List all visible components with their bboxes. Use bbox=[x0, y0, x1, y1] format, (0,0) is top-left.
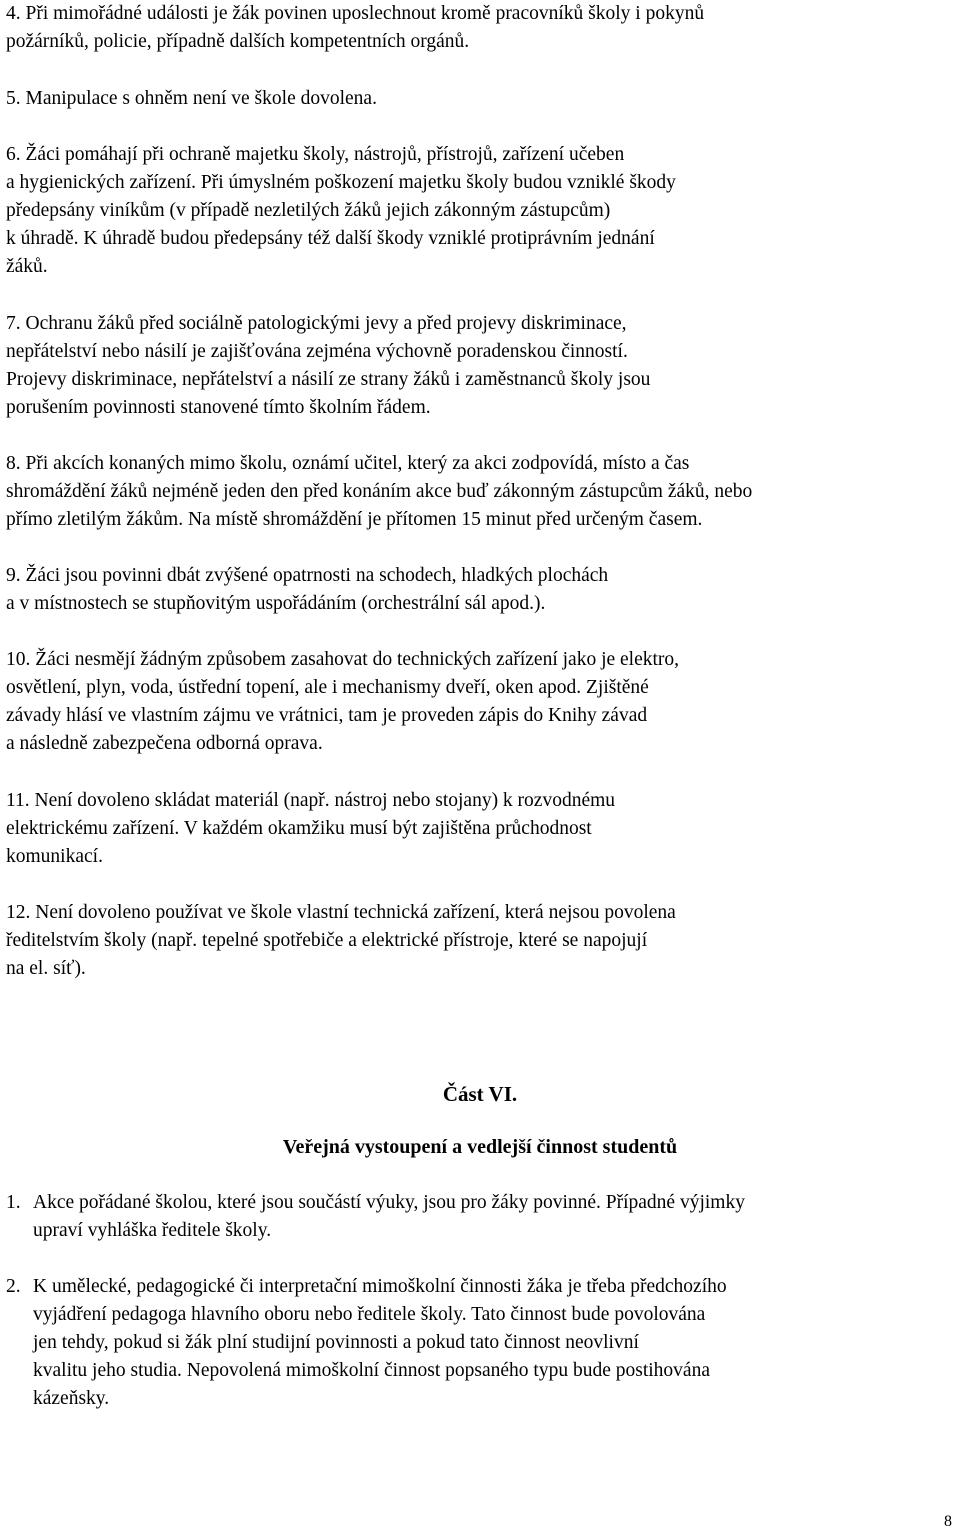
rule-paragraph-7: 7. Ochranu žáků před sociálně patologickými jevy a před projevy diskriminace, nepřátelství nebo násilí je zajišťována zejména výchovně poradenskou činností. Projevy diskriminace, nepřátelství a násilí ze strany žáků i zaměstnanců školy jsou porušením povinnosti stanovené tímto školním řádem. bbox=[6, 313, 651, 418]
list-item-number: 1. bbox=[6, 1192, 21, 1213]
rule-paragraph-12: 12. Není dovoleno používat ve škole vlastní technická zařízení, která nejsou povolena ředitelstvím školy (např. tepelné spotřebiče a elektrické přístroje, které se napojují na el. síť). bbox=[6, 902, 676, 979]
list-item-text: K umělecké, pedagogické či interpretační mimoškolní činnosti žáka je třeba předchozího vyjádření pedagoga hlavního oboru nebo ředitele školy. Tato činnost bude povolována jen tehdy, pokud si žák plní studijní povinnosti a pokud tato činnost neovlivní kvalitu jeho studia. Nepovolená mimoškolní činnost popsaného typu bude postihována kázeňsky. bbox=[33, 1276, 727, 1409]
rule-paragraph-11: 11. Není dovoleno skládat materiál (např. nástroj nebo stojany) k rozvodnému elektrickému zařízení. V každém okamžiku musí být zajištěna průchodnost komunikací. bbox=[6, 790, 616, 867]
section-title: Část VI. bbox=[442, 1082, 518, 1106]
page-number: 8 bbox=[944, 1513, 952, 1530]
rule-paragraph-5: 5. Manipulace s ohněm není ve škole dovolena. bbox=[6, 88, 377, 109]
rule-paragraph-6: 6. Žáci pomáhají při ochraně majetku školy, nástrojů, přístrojů, zařízení učeben a hygienických zařízení. Při úmyslném poškození majetku školy budou vzniklé škody předepsány viníkům (v případě nezletilých žáků jejich zákonným zástupcům) k úhradě. K úhradě budou předepsány též další škody vzniklé protiprávním jednání žáků. bbox=[6, 144, 676, 277]
list-item-text: Akce pořádané školou, které jsou součástí výuky, jsou pro žáky povinné. Případné výjimky upraví vyhláška ředitele školy. bbox=[33, 1192, 745, 1241]
list-item-number: 2. bbox=[6, 1276, 21, 1297]
rule-paragraph-9: 9. Žáci jsou povinni dbát zvýšené opatrnosti na schodech, hladkých plochách a v místnostech se stupňovitým uspořádáním (orchestrální sál apod.). bbox=[6, 565, 609, 614]
rule-paragraph-8: 8. Při akcích konaných mimo školu, oznámí učitel, který za akci zodpovídá, místo a čas shromáždění žáků nejméně jeden den před konáním akce buď zákonným zástupcům žáků, nebo přímo zletilým žákům. Na místě shromáždění je přítomen 15 minut před určeným časem. bbox=[6, 453, 753, 530]
section-subtitle: Veřejná vystoupení a vedlejší činnost studentů bbox=[282, 1136, 678, 1158]
rule-paragraph-4: 4. Při mimořádné události je žák povinen uposlechnout kromě pracovníků školy i pokynů požárníků, policie, případně dalších kompetentních orgánů. bbox=[6, 3, 705, 52]
rule-paragraph-10: 10. Žáci nesmějí žádným způsobem zasahovat do technických zařízení jako je elektro, osvětlení, plyn, voda, ústřední topení, ale i mechanismy dveří, oken apod. Zjištěné závady hlásí ve vlastním zájmu ve vrátnici, tam je proveden zápis do Knihy závad a následně zabezpečena odborná oprava. bbox=[6, 649, 680, 754]
